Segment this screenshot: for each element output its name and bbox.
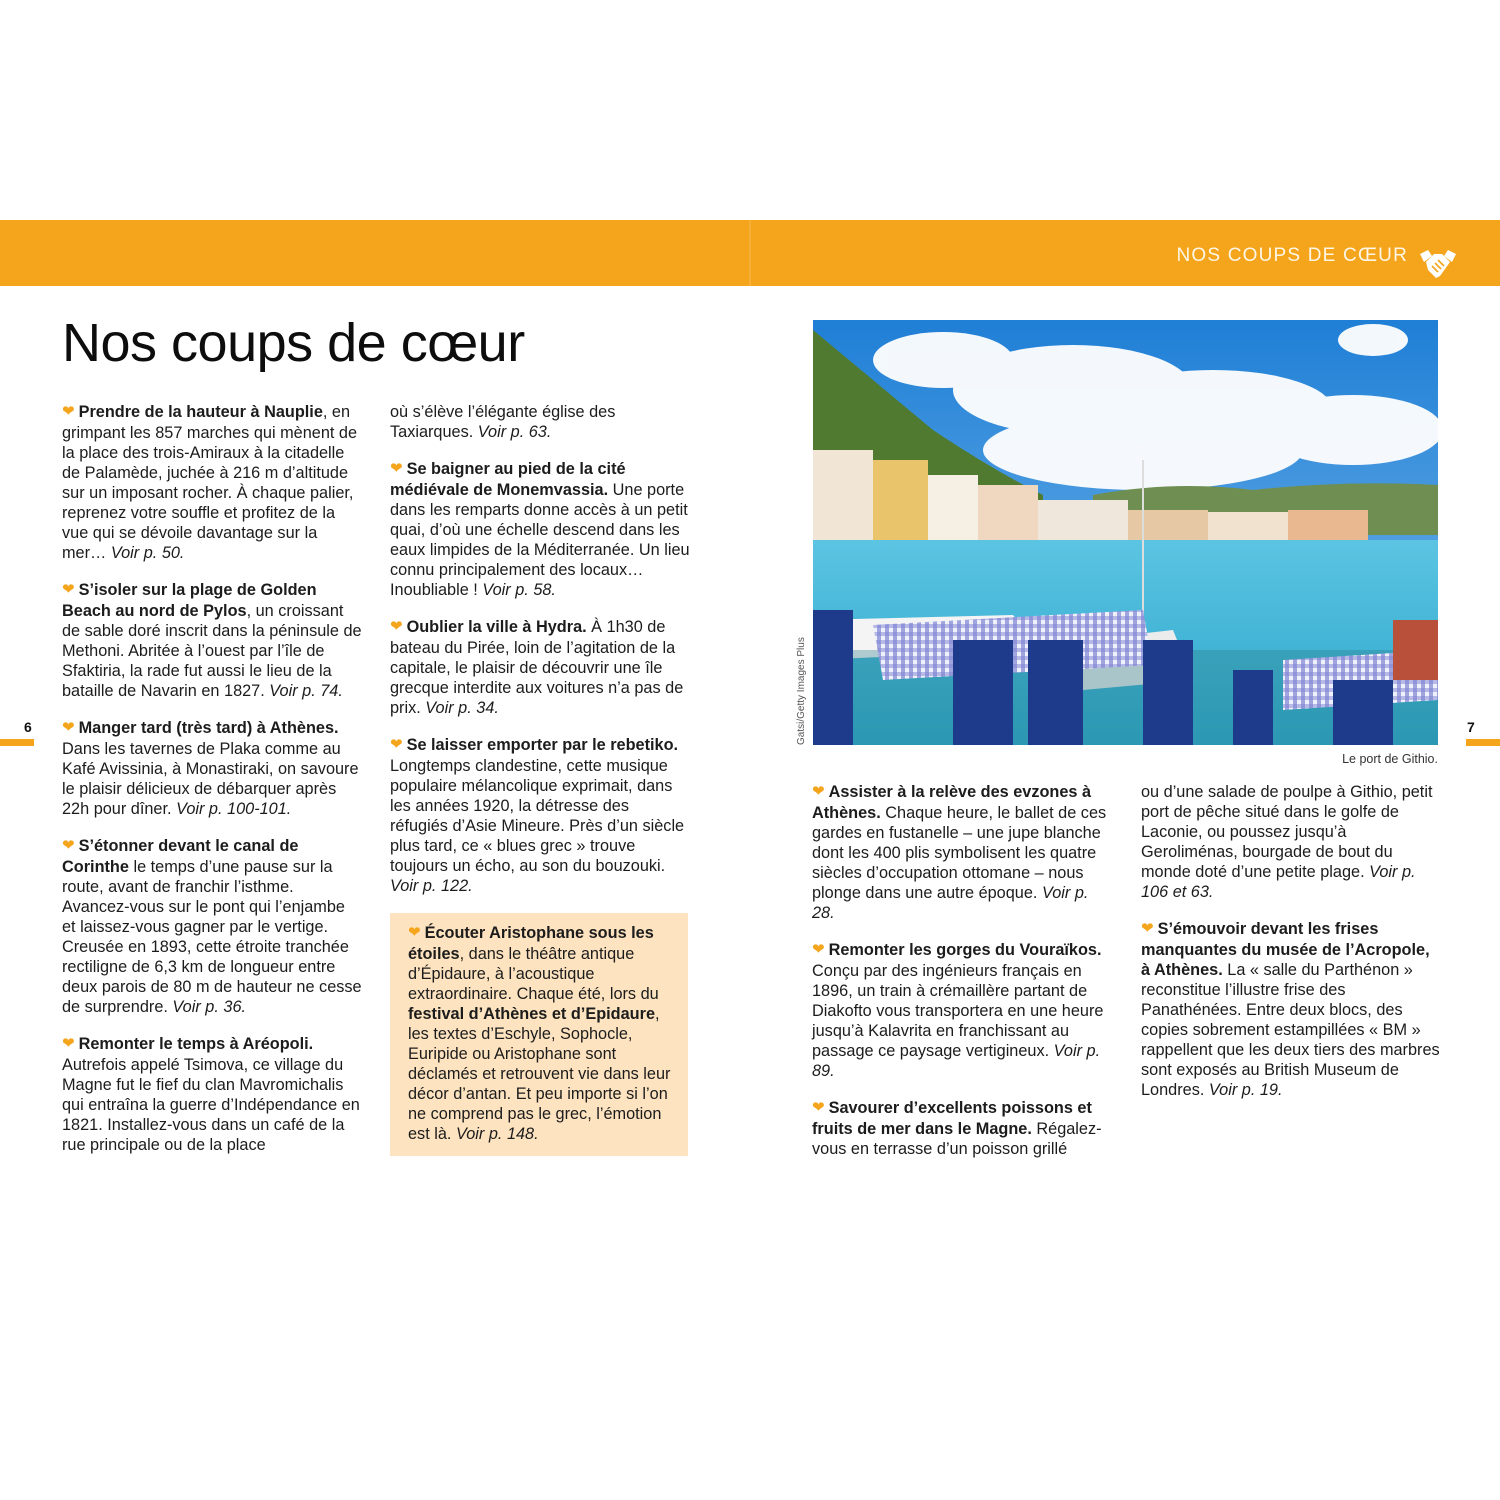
heart-bullet-icon: ❤ bbox=[408, 924, 421, 941]
heart-bullet-icon: ❤ bbox=[812, 941, 825, 958]
running-head: NOS COUPS DE CŒUR bbox=[1176, 245, 1408, 266]
entry-poissons-continued: ou d’une salade de poulpe à Githio, petit port de pêche situé dans le golfe de Laconie, ou poussez jusqu’à Geroliménas, bourgade de bout du monde doté d’une petite plage. Voir p. 106 et 63. bbox=[1141, 783, 1433, 901]
page-title: Nos coups de cœur bbox=[62, 313, 525, 373]
heart-bullet-icon: ❤ bbox=[812, 1099, 825, 1116]
entry-areopoli: ❤ Remonter le temps à Aréopoli. Autrefois appelé Tsimova, ce village du Magne fut le fief du clan Mavromichalis qui entraîna la guerre d’Indépendance en 1821. Installez-vous dans un café de la rue principale ou de la place bbox=[62, 1035, 360, 1154]
page-reference: Voir p. 63. bbox=[477, 423, 552, 441]
page-reference: Voir p. 122. bbox=[390, 877, 473, 895]
page-reference: Voir p. 100-101. bbox=[176, 800, 292, 818]
heart-bullet-icon: ❤ bbox=[62, 1035, 75, 1052]
entry-nauplie: ❤ Prendre de la hauteur à Nauplie, en grimpant les 857 marches qui mènent de la place des trois-Amiraux à la citadelle de Palamède, juchée à 216 m d’altitude sur un imposant rocher. À chaque palier, reprenez votre souffle et profitez de la vue qui se dévoile davantage sur la mer… Voir p. 50. bbox=[62, 403, 358, 562]
column-2 bbox=[390, 402, 690, 1156]
heart-bullet-icon: ❤ bbox=[62, 837, 75, 854]
column-1 bbox=[62, 402, 362, 1172]
page-reference: Voir p. 58. bbox=[482, 581, 556, 599]
folio-bar-right bbox=[1466, 739, 1500, 746]
handshake-icon bbox=[1418, 248, 1458, 282]
photo-credit: Gatsi/Getty Images Plus bbox=[796, 637, 807, 745]
page-spine bbox=[749, 220, 751, 286]
heart-bullet-icon: ❤ bbox=[62, 403, 75, 420]
heart-bullet-icon: ❤ bbox=[62, 581, 75, 598]
entry-golden-beach: ❤ S’isoler sur la plage de Golden Beach au nord de Pylos, un croissant de sable doré inscrit dans la péninsule de Methoni. Abritée à l’ouest par l’île de Sfaktiria, la rade fut aussi le lieu de la bataille de Navarin en 1827. Voir p. 74. bbox=[62, 581, 362, 700]
page-reference: Voir p. 106 et 63. bbox=[1141, 863, 1416, 901]
entry-vouraikos: ❤ Remonter les gorges du Vouraïkos. Conçu par des ingénieurs français en 1896, un train à crémaillère partant de Diakofto vous transportera en une heure jusqu’à Kalavrita en franchissant au passage ce paysage vertigineux. Voir p. 89. bbox=[812, 941, 1104, 1080]
entry-corinthe: ❤ S’étonner devant le canal de Corinthe le temps d’une pause sur la route, avant de franchir l’isthme. Avancez-vous sur le pont qui l’enjambe et laissez-vous gagner par le vertige. Creusée en 1893, cette étroite tranchée rectiligne de 6,3 km de longueur entre deux parois de 80 m de hauteur ne cesse de surprendre. Voir p. 36. bbox=[62, 837, 362, 1016]
page-number-left: 6 bbox=[24, 719, 32, 735]
page-reference: Voir p. 28. bbox=[812, 884, 1089, 922]
entry-evzones: ❤ Assister à la relève des evzones à Athènes. Chaque heure, le ballet de ces gardes en fustanelle – une jupe blanche dont les 400 plis symbolisent les quatre siècles d’occupation ottomane – nous plonge dans une autre époque. Voir p. 28. bbox=[812, 783, 1107, 922]
heart-bullet-icon: ❤ bbox=[812, 783, 825, 800]
entry-acropole: ❤ S’émouvoir devant les frises manquantes du musée de l’Acropole, à Athènes. La « salle du Parthénon » reconstitue l’illustre frise des Panathénées. Entre deux blocs, des copies sobrement estampillées « BM » rappellent que les deux tiers des marbres sont exposés au British Museum de Londres. Voir p. 19. bbox=[1141, 920, 1440, 1099]
heart-bullet-icon: ❤ bbox=[390, 460, 403, 477]
entry-manger-tard: ❤ Manger tard (très tard) à Athènes. Dans les tavernes de Plaka comme au Kafé Avissinia, à Monastiraki, on savoure le plaisir délicieux de débarquer après 22h pour dîner. Voir p. 100-101. bbox=[62, 719, 359, 818]
column-3 bbox=[812, 782, 1112, 1176]
heart-bullet-icon: ❤ bbox=[390, 736, 403, 753]
page-reference: Voir p. 19. bbox=[1208, 1081, 1283, 1099]
page-number-right: 7 bbox=[1467, 719, 1475, 735]
heart-bullet-icon: ❤ bbox=[390, 618, 403, 635]
page-reference: Voir p. 50. bbox=[110, 544, 185, 562]
heart-bullet-icon: ❤ bbox=[62, 719, 75, 736]
entry-rebetiko: ❤ Se laisser emporter par le rebetiko. Longtemps clandestine, cette musique populaire mélancolique exprimait, dans les années 1920, la détresse des réfugiés d’Asie Mineure. Près d’un siècle plus tard, ce « blues grec » trouve toujours un écho, au son du bouzouki. Voir p. 122. bbox=[390, 736, 685, 895]
page-reference: Voir p. 148. bbox=[455, 1125, 539, 1143]
folio-bar-left bbox=[0, 739, 34, 746]
entry-monemvassia: ❤ Se baigner au pied de la cité médiévale de Monemvassia. Une porte dans les remparts donne accès à un petit quai, d’où une échelle descend dans les eaux limpides de la Méditerranée. Un lieu connu principalement des locaux… Inoubliable ! Voir p. 58. bbox=[390, 460, 690, 599]
page-reference: Voir p. 36. bbox=[172, 998, 247, 1016]
heart-bullet-icon: ❤ bbox=[1141, 920, 1154, 937]
entry-hydra: ❤ Oublier la ville à Hydra. À 1h30 de bateau du Pirée, loin de l’agitation de la capitale, le plaisir de découvrir une île grecque interdite aux voitures n’a pas de prix. Voir p. 34. bbox=[390, 618, 684, 717]
callout-box-epidaure: ❤ Écouter Aristophane sous les étoiles, dans le théâtre antique d’Épidaure, à l’acoustique extraordinaire. Chaque été, lors du festival d’Athènes et d’Epidaure, les textes d’Eschyle, Sophocle, Euripide ou Aristophane sont déclamés et retrouvent vie dans leur décor d’antan. Et peu importe si l’on ne comprend pas le grec, l’émotion est là. Voir p. 148. bbox=[390, 913, 688, 1156]
column-4 bbox=[1141, 782, 1443, 1117]
entry-areopoli-continued: où s’élève l’élégante église des Taxiarques. Voir p. 63. bbox=[390, 403, 616, 441]
entry-poissons-magne: ❤ Savourer d’excellents poissons et fruits de mer dans le Magne. Régalez-vous en terrasse d’un poisson grillé bbox=[812, 1099, 1102, 1158]
harbor-photo bbox=[813, 320, 1438, 745]
page-reference: Voir p. 74. bbox=[269, 682, 343, 700]
photo-caption: Le port de Githio. bbox=[1342, 752, 1438, 766]
harbor-photo-illustration bbox=[813, 320, 1438, 745]
page-reference: Voir p. 34. bbox=[425, 699, 499, 717]
page-reference: Voir p. 89. bbox=[812, 1042, 1101, 1080]
